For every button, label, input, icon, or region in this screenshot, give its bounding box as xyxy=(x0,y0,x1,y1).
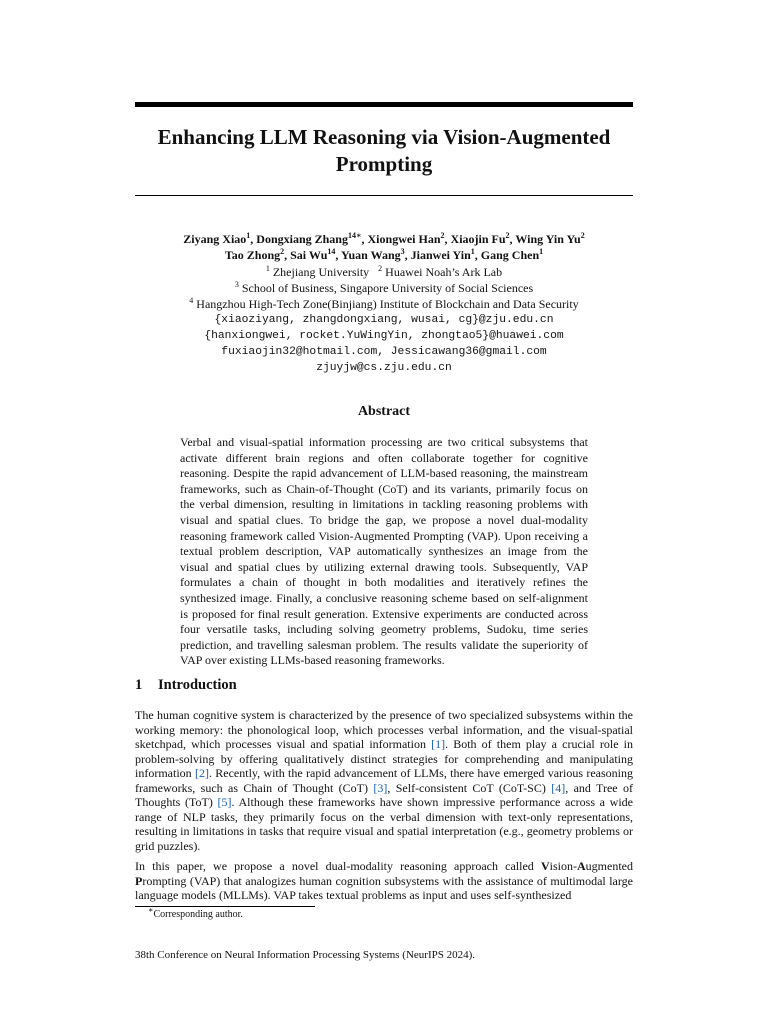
author-separator: , xyxy=(335,248,341,262)
paragraph xyxy=(135,859,633,903)
author-name: Xiaojin Fu xyxy=(450,232,506,246)
affiliation-line xyxy=(135,264,633,280)
author-affil-mark: 2 xyxy=(280,247,285,256)
affiliation-block xyxy=(135,264,633,376)
paragraph-text: ugmented xyxy=(585,859,633,873)
author-name: Dongxiang Zhang xyxy=(256,232,348,246)
title-top-rule xyxy=(135,102,633,107)
author-affil-mark: 2 xyxy=(440,231,445,240)
author-list xyxy=(135,231,633,263)
author-line-1 xyxy=(135,231,633,247)
author-name: Ziyang Xiao xyxy=(183,232,247,246)
paragraph-text: . Recently, with the rapid advancement of LLMs, there have emerged various reasoning frameworks, such as Chain of Thought (CoT) xyxy=(135,766,633,795)
paragraph-text: The human cognitive system is characterized by the presence of two specialized subsystems within the working memory: the phonological loop, which processes verbal information, and the visual-spatial sketchpad, which processes visual and spatial information xyxy=(135,708,633,751)
author-affil-mark: 14 xyxy=(327,247,336,256)
section-title: Introduction xyxy=(158,677,237,693)
citation-link[interactable]: [1] xyxy=(431,737,446,751)
author-line-2 xyxy=(135,247,633,263)
author-separator: , xyxy=(250,232,257,246)
author-name: Xiongwei Han xyxy=(367,232,441,246)
acronym-letter: A xyxy=(577,859,586,873)
affiliation-mark: 3 xyxy=(234,280,239,289)
author-name: Gang Chen xyxy=(480,248,540,262)
footnote-mark: ∗ xyxy=(148,905,154,915)
author-name: Tao Zhong xyxy=(224,248,281,262)
paragraph-text: ision- xyxy=(549,859,577,873)
author-name: Yuan Wang xyxy=(340,248,401,262)
footnote xyxy=(148,905,243,921)
acronym-letter: P xyxy=(135,873,143,888)
corresponding-mark: ∗ xyxy=(355,231,362,240)
author-separator: , xyxy=(474,248,481,262)
section-heading xyxy=(135,676,237,694)
citation-link[interactable]: [3] xyxy=(373,780,388,795)
affiliation-text: Zhejiang University xyxy=(269,265,370,279)
author-affil-mark: 1 xyxy=(246,231,251,240)
introduction-body xyxy=(135,708,633,909)
paragraph-text: , Self-consistent CoT (CoT-SC) xyxy=(387,780,552,795)
author-separator: , xyxy=(444,232,451,246)
author-affil-mark: 3 xyxy=(400,247,405,256)
paper-title: Enhancing LLM Reasoning via Vision-Augmented Prompting xyxy=(157,125,611,176)
author-affil-mark: 1 xyxy=(539,247,544,256)
author-separator: , xyxy=(509,232,516,246)
citation-link[interactable]: [2] xyxy=(194,766,209,780)
affiliation-text: Hangzhou High-Tech Zone(Binjiang) Institute of Blockchain and Data Security xyxy=(193,297,579,311)
citation-link[interactable]: [5] xyxy=(217,795,232,809)
paragraph-text: . Both of them play a crucial role in problem-solving by offering qualitatively distinct strategies for comprehending and manipulating information xyxy=(135,737,633,780)
author-affil-mark: 14 xyxy=(347,231,356,240)
email-line: fuxiaojin32@hotmail.com, Jessicawang36@gmail.com xyxy=(221,346,547,358)
title-bottom-rule xyxy=(135,195,633,196)
affiliation-line xyxy=(135,296,633,312)
abstract-body: Verbal and visual-spatial information processing are two critical subsystems that activate different brain regions and often collaborate together for cognitive reasoning. Despite the rapid advancement of LLM-based reasoning, the mainstream frameworks, such as Chain-of-Thought (CoT) and its variants, primarily focus on the verbal dimension, resulting in limitations in tackling reasoning problems with visual and spatial clues. To bridge the gap, we propose a novel dual-modality reasoning framework called Vision-Augmented Prompting (VAP). Upon receiving a textual problem description, VAP automatically synthesizes an image from the visual and spatial clues by utilizing external drawing tools. Subsequently, VAP formulates a chain of thought in both modalities and iteratively refines the synthesized image. Finally, a conclusive reasoning scheme based on self-alignment is proposed for final result generation. Extensive experiments are conducted across four versatile tasks, including solving geometry problems, Sudoku, time series prediction, and travelling salesman problem. The results validate the superiority of VAP over existing LLMs-based reasoning frameworks. xyxy=(180,435,588,668)
abstract-heading: Abstract xyxy=(357,404,411,419)
affiliation-mark: 2 xyxy=(378,264,383,273)
author-separator: , xyxy=(361,232,368,246)
footnote-rule xyxy=(135,906,315,907)
paragraph-text: In this paper, we propose a novel dual-modality reasoning approach called xyxy=(135,859,541,873)
affiliation-text: Huawei Noah’s Ark Lab xyxy=(382,265,503,279)
author-name: Wing Yin Yu xyxy=(515,232,581,246)
paragraph-text: , and Tree of Thoughts (ToT) xyxy=(135,780,633,809)
section-number: 1 xyxy=(135,677,143,693)
paragraph-text: rompting (VAP) that analogizes human cognition subsystems with the assistance of multimodal large language models (MLLMs). VAP takes textual problems as input and uses self-synthesized xyxy=(135,873,633,902)
author-name: Sai Wu xyxy=(290,248,328,262)
venue-note: 38th Conference on Neural Information Processing Systems (NeurIPS 2024). xyxy=(135,949,476,961)
email-line: {hanxiongwei, rocket.YuWingYin, zhongtao5}@huawei.com xyxy=(204,330,564,342)
email-line: zjuyjw@cs.zju.edu.cn xyxy=(316,362,452,374)
citation-link[interactable]: [4] xyxy=(551,780,566,795)
author-separator: , xyxy=(284,248,291,262)
affiliation-line xyxy=(135,280,633,296)
email-line: {xiaoziyang, zhangdongxiang, wusai, cg}@zju.edu.cn xyxy=(214,314,554,326)
affiliation-text: School of Business, Singapore University of Social Sciences xyxy=(238,281,534,295)
paragraph-text: . Although these frameworks have shown impressive performance across a wide range of NLP tasks, they primarily focus on the verbal dimension with text-only representations, resulting in limitations in tasks that require visual and spatial interpretation (e.g., geometry problems or grid puzzles). xyxy=(135,795,633,853)
author-affil-mark: 1 xyxy=(470,247,475,256)
affiliation-mark: 4 xyxy=(189,296,194,305)
acronym-letter: V xyxy=(540,859,550,873)
footnote-text: Corresponding author. xyxy=(153,909,243,920)
author-separator: , xyxy=(404,248,411,262)
author-affil-mark: 2 xyxy=(580,231,585,240)
paragraph xyxy=(135,708,633,853)
author-name: Jianwei Yin xyxy=(410,248,471,262)
author-affil-mark: 2 xyxy=(505,231,510,240)
affiliation-mark: 1 xyxy=(265,264,270,273)
